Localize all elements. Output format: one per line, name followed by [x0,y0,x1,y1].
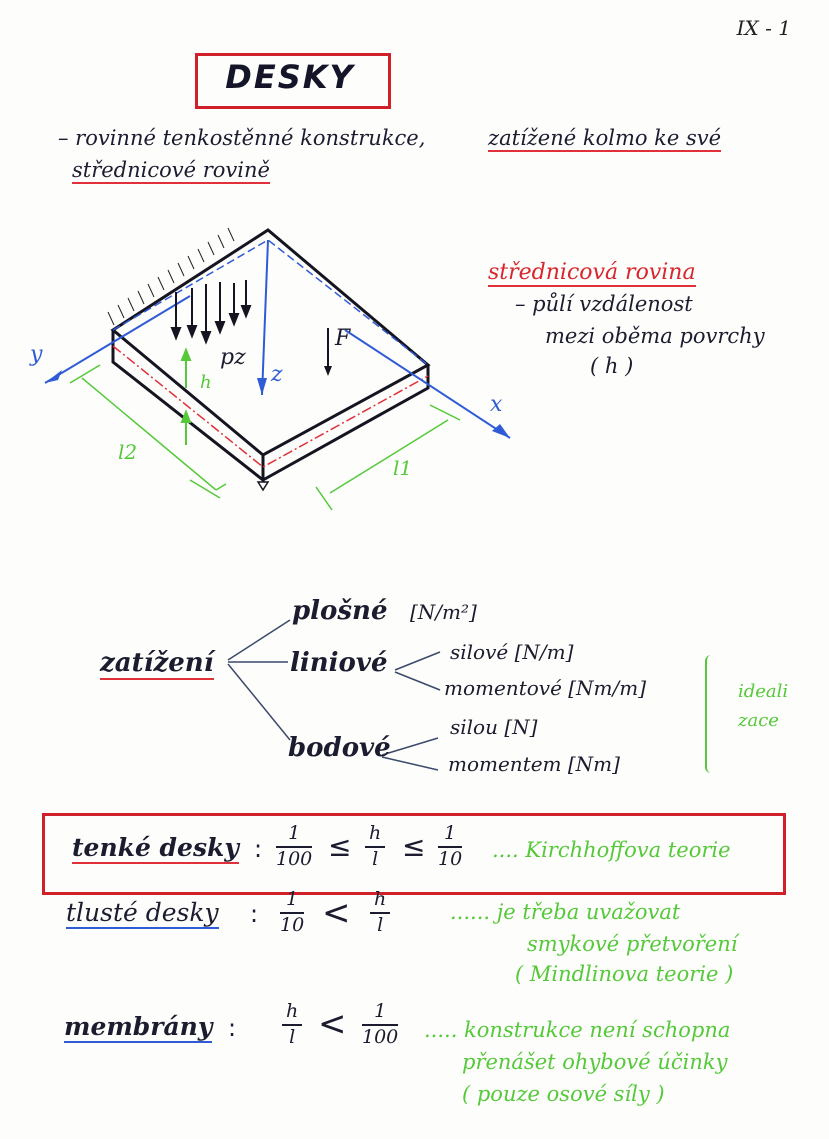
thin-frac2 [365,822,385,872]
thick-frac1-num: 1 [280,888,304,914]
hidden-axes [113,240,428,365]
thick-note1: ...... je třeba uvažovat [450,900,681,924]
midplane-title: střednicová rovina [488,260,696,285]
membrane-note1: ..... konstrukce není schopna [424,1018,731,1042]
z-axis-arrow [257,378,267,395]
support-hatch [108,228,234,325]
thick-frac2-num: h [370,888,390,914]
membrane-frac1 [282,1000,302,1050]
plate-diagram [0,0,829,560]
load-line-moment: momentové [Nm/m] [444,676,647,700]
length-l2-label: l2 [118,440,138,464]
definition-line1-b: zatížené kolmo ke své [488,126,722,150]
thick-frac1 [280,888,304,938]
load-area: plošné [292,596,388,626]
load-point-force: silou [N] [450,715,538,739]
thick-label: tlusté desky [66,898,219,927]
idealization-brace [705,655,717,773]
thin-le2: ≤ [402,830,426,863]
membrane-frac1-num: h [282,1000,302,1026]
midplane-line2: mezi oběma povrchy [545,324,765,348]
idealization-label: idealizace [738,681,789,731]
force-f-label: F [335,326,351,351]
thin-frac1-num: 1 [276,822,312,848]
membrane-frac1-den: l [289,1025,296,1048]
thick-lt: < [322,893,351,933]
membrane-frac2-num: 1 [362,1000,398,1026]
length-l1-label: l1 [393,456,413,480]
thickness-arrows [182,350,190,445]
thin-frac1-den: 100 [276,847,313,870]
bottom-support [258,482,268,490]
thin-le1: ≤ [328,830,352,863]
thin-label: tenké desky [72,833,239,862]
thick-note3: ( Mindlinova teorie ) [515,962,734,986]
thick-frac1-den: 10 [280,913,305,936]
thick-colon: : [250,900,259,928]
dimension-l1 [316,405,460,510]
thick-frac2-den: l [377,913,384,936]
distributed-load-arrows [172,280,250,342]
definition-line1-a: – rovinné tenkostěnné konstrukce, [58,126,426,150]
midplane-line1: – půlí vzdálenost [515,292,693,316]
definition-line2: střednicové rovině [72,158,270,182]
membrane-label: membrány [64,1012,213,1041]
axis-y-label: y [30,342,43,367]
thin-frac1 [276,822,312,872]
load-point: bodové [288,733,391,763]
thin-note: .... Kirchhoffova teorie [492,838,731,862]
load-root: zatížení [100,648,214,678]
membrane-note2: přenášet ohybové účinky [462,1050,728,1074]
load-line-force: silové [N/m] [450,640,574,664]
load-pz-label: pz [220,345,246,370]
page-number: IX - 1 [736,16,791,40]
page-title: DESKY [225,58,355,96]
plate-top-face [113,230,428,455]
x-axis-arrow [492,424,510,438]
thin-frac2-num: h [365,822,385,848]
z-axis-line [262,240,268,395]
thin-frac2-den: l [372,847,379,870]
membrane-frac2-den: 100 [362,1025,399,1048]
membrane-colon: : [228,1014,237,1042]
membrane-lt: < [318,1004,347,1044]
membrane-note3: ( pouze osové síly ) [462,1082,665,1106]
membrane-frac2 [362,1000,398,1050]
thin-colon: : [254,835,263,863]
load-point-moment: momentem [Nm] [448,752,620,776]
thin-frac3-num: 1 [438,822,462,848]
thin-frac3 [438,822,462,872]
thickness-h-label: h [200,372,212,393]
midplane-line3: ( h ) [590,354,634,378]
axis-x-label: x [490,392,503,417]
thick-note2: smykové přetvoření [527,932,738,956]
axis-z-label: z [271,362,283,387]
thin-frac3-den: 10 [438,847,463,870]
y-axis-line [45,296,190,383]
load-area-unit: [N/m²] [410,600,477,624]
thick-frac2 [370,888,390,938]
load-line: liniové [290,648,388,678]
